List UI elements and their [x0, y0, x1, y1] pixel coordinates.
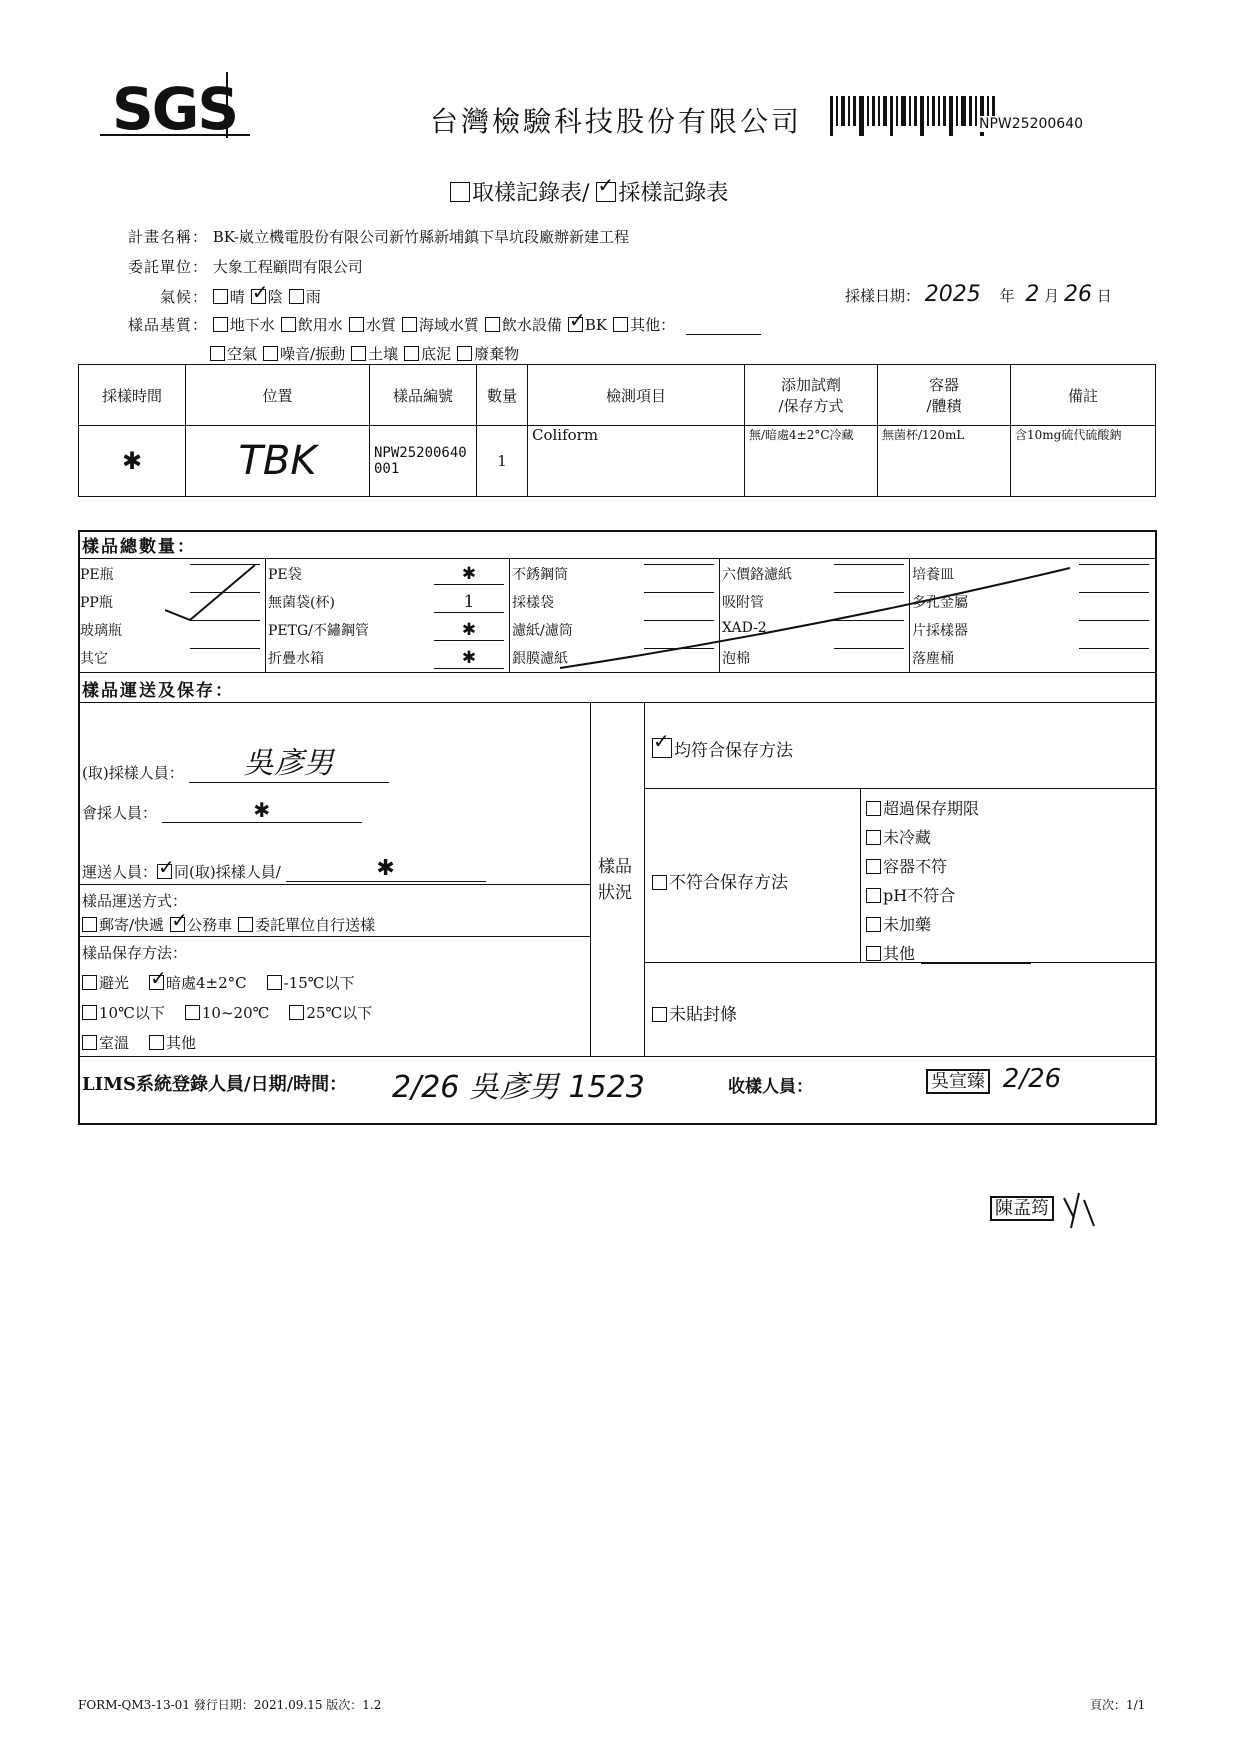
table-header-cell: 添加試劑 /保存方式 [745, 365, 878, 426]
matrix-label: 地下水 [229, 316, 275, 334]
total-divider [78, 558, 1157, 559]
method-label: 委託單位自行送樣 [255, 916, 376, 934]
barcode-bar [901, 96, 906, 126]
barcode-bar [890, 96, 893, 136]
nok-reason-option [866, 857, 947, 876]
courier-value: ✱ [286, 856, 486, 882]
nok-row [652, 868, 788, 893]
nok-reason-checkbox[interactable] [866, 859, 881, 874]
table-header-cell: 位置 [186, 365, 370, 426]
matrix-option [351, 345, 398, 363]
matrix-label: 空氣 [227, 345, 258, 363]
receiver-row [926, 1064, 1061, 1094]
total-item-value[interactable]: ✱ [434, 648, 504, 669]
logo-divider [226, 72, 228, 138]
co-sampler-value: ✱ [162, 798, 362, 823]
matrix-option [210, 345, 257, 363]
unsealed-label: 未貼封條 [669, 1005, 737, 1025]
weather-label: 晴 [229, 288, 245, 306]
storage-label: 避光 [99, 974, 130, 992]
nok-reason-label: pH不符合 [883, 886, 956, 905]
co-sampler-label: 會採人員： [82, 804, 158, 822]
matrix-checkbox[interactable] [263, 346, 278, 361]
storage-option [267, 974, 355, 992]
method-option [238, 916, 375, 934]
table-header-cell: 容器 /體積 [878, 365, 1011, 426]
total-title: 樣品總數量： [82, 537, 196, 557]
total-item-value[interactable] [190, 648, 260, 649]
nok-reason-row [866, 854, 953, 877]
receiver-label: 收樣人員： [728, 1077, 813, 1097]
sample-table [78, 364, 1156, 497]
matrix-other-blank [686, 334, 761, 335]
sample-table-row [79, 426, 1156, 497]
barcode-bar [949, 96, 953, 136]
sample-table-header [79, 365, 1156, 426]
matrix-label: 土壤 [368, 345, 399, 363]
total-item-value[interactable]: ✱ [434, 620, 504, 641]
cell-qty: 1 [477, 426, 528, 497]
weather-options [213, 288, 327, 306]
storage-label: 暗處4±2°C [166, 974, 247, 992]
method-checkbox[interactable] [238, 917, 253, 932]
barcode-bar [927, 96, 929, 126]
storage-label: 室溫 [99, 1034, 130, 1052]
client-row [110, 256, 363, 277]
sgs-logo: SGS [112, 75, 238, 143]
matrix-options-1 [213, 316, 681, 334]
receiver-stamp: 吳宣臻 [926, 1069, 990, 1094]
method-checkbox[interactable] [82, 917, 97, 932]
courier-same: 同(取)採樣人員/ [174, 863, 281, 881]
total-item-label: PETG/不鏽鋼管 [268, 623, 369, 639]
lims-divider [78, 1056, 1157, 1057]
barcode-bar [883, 96, 887, 126]
sampler-signature: 吳彥男 [189, 738, 389, 783]
total-item-label: PP瓶 [80, 595, 113, 611]
matrix-options-2 [210, 345, 525, 363]
table-header-cell: 採樣時間 [79, 365, 186, 426]
total-item-label: PE袋 [268, 567, 302, 583]
total-item [268, 564, 512, 584]
review-signature [1059, 1188, 1099, 1232]
matrix-label: 飲用水 [297, 316, 343, 334]
storage-options-1 [82, 972, 375, 993]
strike-line-left [165, 560, 275, 630]
total-item [80, 648, 268, 668]
sampler-label: (取)採樣人員： [82, 764, 184, 782]
matrix-option [402, 316, 479, 334]
barcode-bar [909, 96, 911, 126]
nok-reason-option [866, 915, 931, 934]
total-item-label: 落塵桶 [912, 651, 954, 667]
status-label: 樣品狀況 [598, 857, 632, 903]
matrix-label: 樣品基質： [127, 316, 208, 334]
matrix-label: 底泥 [421, 345, 452, 363]
total-item-label: 多孔金屬 [912, 595, 968, 611]
storage-option [185, 1004, 270, 1022]
weather-checkbox[interactable] [213, 289, 228, 304]
storage-label: 10~20℃ [201, 1004, 270, 1022]
courier-label: 運送人員： [82, 863, 158, 881]
barcode-bar [853, 96, 856, 126]
storage-option [149, 1034, 196, 1052]
strike-line [560, 560, 1080, 675]
left-row-2 [78, 936, 590, 937]
col-divider-2 [644, 702, 645, 1056]
matrix-option [485, 316, 562, 334]
method-checkbox[interactable] [170, 917, 185, 932]
total-item-value[interactable] [1079, 564, 1149, 565]
date-month-unit: 月 [1044, 287, 1060, 305]
storage-checkbox[interactable] [82, 975, 97, 990]
date-day: 26 [1063, 282, 1092, 307]
nok-other-blank[interactable] [921, 963, 1031, 964]
cell-note: 含10mg硫代硫酸鈉 [1011, 426, 1156, 497]
matrix-checkbox[interactable] [402, 317, 417, 332]
total-item-label: 不銹鋼筒 [512, 567, 568, 583]
date-label: 採樣日期： [845, 287, 921, 305]
barcode-bar [859, 96, 864, 136]
matrix-checkbox[interactable] [210, 346, 225, 361]
method-option [82, 916, 164, 934]
cell-location: TBK [186, 426, 370, 497]
total-item-label: 六價鉻濾紙 [722, 567, 792, 583]
storage-label: 其他 [166, 1034, 197, 1052]
method-options [82, 914, 381, 935]
nok-reason-checkbox[interactable] [866, 888, 881, 903]
left-row-1 [78, 884, 590, 885]
nok-reason-checkbox[interactable] [866, 801, 881, 816]
col-divider-3 [860, 788, 861, 962]
storage-option [82, 1034, 129, 1052]
storage-option [149, 974, 247, 992]
matrix-option [613, 316, 675, 334]
nok-checkbox[interactable] [652, 875, 667, 890]
barcode-bar [956, 96, 958, 126]
nok-reason-row [866, 912, 937, 935]
nok-reason-checkbox[interactable] [866, 830, 881, 845]
project-row [110, 226, 629, 247]
matrix-checkbox[interactable] [404, 346, 419, 361]
nok-reason-row [866, 825, 937, 848]
total-item-label: 片採樣器 [912, 623, 968, 639]
total-item-value[interactable] [1079, 620, 1149, 621]
total-item-label: 泡棉 [722, 651, 750, 667]
total-item-label: 吸附管 [722, 595, 764, 611]
storage-options-2 [82, 1002, 392, 1023]
barcode-bar [938, 96, 940, 126]
nok-reason-row [866, 796, 985, 819]
weather-option [251, 288, 283, 306]
table-header-cell: 樣品編號 [370, 365, 477, 426]
barcode-bar [969, 96, 972, 126]
barcode-bar [830, 96, 833, 136]
cell-time: ✱ [79, 426, 186, 497]
weather-option [213, 288, 245, 306]
option-b-checkbox[interactable] [596, 182, 616, 202]
matrix-label: 噪音/振動 [280, 345, 346, 363]
nok-reason-option [866, 828, 931, 847]
cell-item: Coliform [528, 426, 745, 497]
matrix-checkbox[interactable] [485, 317, 500, 332]
barcode-bar [896, 96, 898, 126]
nok-reason-label: 超過保存期限 [883, 799, 980, 818]
cell-sample-no: NPW25200640 001 [370, 426, 477, 497]
project-value: BK-崴立機電股份有限公司新竹縣新埔鎮下旱坑段廠辦新建工程 [212, 228, 629, 246]
storage-option [289, 1004, 372, 1022]
matrix-label: 其他： [630, 316, 676, 334]
ok-row [652, 736, 793, 761]
total-item-label: PE瓶 [80, 567, 114, 583]
client-value: 大象工程顧問有限公司 [212, 258, 363, 276]
total-item-value[interactable] [1079, 592, 1149, 593]
total-item [268, 592, 512, 612]
option-b-label: 採樣記錄表 [618, 181, 729, 206]
cell-container: 無菌杯/120mL [878, 426, 1011, 497]
nok-reason-row [866, 883, 961, 906]
total-item-label: 培養皿 [912, 567, 954, 583]
matrix-checkbox[interactable] [568, 317, 583, 332]
weather-label: 雨 [305, 288, 321, 306]
matrix-label: 海域水質 [418, 316, 479, 334]
matrix-checkbox[interactable] [613, 317, 628, 332]
date-day-unit: 日 [1096, 287, 1112, 305]
total-item-value[interactable]: 1 [434, 592, 504, 613]
storage-option [82, 974, 129, 992]
weather-checkbox[interactable] [289, 289, 304, 304]
total-item-label: 銀膜濾紙 [512, 651, 568, 667]
matrix-label: 飲水設備 [501, 316, 562, 334]
barcode-bar [836, 96, 838, 126]
transport-divider [78, 702, 1157, 703]
storage-options-3 [82, 1032, 216, 1053]
method-label: 公務車 [187, 916, 233, 934]
ok-checkbox[interactable] [652, 738, 672, 758]
matrix-label: BK [584, 316, 608, 334]
sampler-row [82, 738, 389, 783]
method-label: 樣品運送方式： [82, 892, 188, 910]
total-col-divider [509, 558, 510, 672]
nok-reason-label: 未加藥 [883, 915, 932, 934]
lims-value: 2/26 吳彥男 1523 [392, 1070, 645, 1105]
matrix-option [404, 345, 451, 363]
total-item-label: 無菌袋(杯) [268, 595, 335, 611]
storage-checkbox[interactable] [185, 1005, 200, 1020]
storage-checkbox[interactable] [289, 1005, 304, 1020]
unsealed-row [652, 1000, 737, 1025]
matrix-checkbox[interactable] [457, 346, 472, 361]
unsealed-checkbox[interactable] [652, 1007, 667, 1022]
date-month: 2 [1025, 282, 1040, 307]
barcode-bar [878, 96, 880, 126]
nok-reason-option [866, 944, 915, 963]
option-a-label: 取樣記錄表/ [472, 181, 590, 206]
courier-row [82, 856, 486, 882]
matrix-row-2 [210, 343, 525, 364]
barcode-bar [841, 96, 845, 126]
table-header-cell: 數量 [477, 365, 528, 426]
page-number: 頁次：1/1 [1090, 1698, 1146, 1712]
barcode-bar [932, 96, 935, 126]
storage-label: 10℃以下 [99, 1004, 165, 1022]
matrix-option [281, 316, 343, 334]
barcode-bar [848, 96, 850, 126]
nok-reason-option [866, 886, 955, 905]
total-item-label: 玻璃瓶 [80, 623, 122, 639]
lims-label: LIMS系統登錄人員/日期/時間： [82, 1074, 348, 1095]
matrix-checkbox[interactable] [349, 317, 364, 332]
storage-checkbox[interactable] [149, 975, 164, 990]
method-label: 郵寄/快遞 [99, 916, 165, 934]
weather-row [110, 286, 327, 307]
total-item-value[interactable]: ✱ [434, 564, 504, 585]
nok-reason-label: 其他 [883, 944, 916, 963]
ok-label: 均符合保存方法 [674, 741, 793, 761]
nok-reason-option [866, 799, 979, 818]
col-divider-1 [590, 702, 591, 1056]
matrix-row-1 [110, 314, 761, 335]
cell-reagent: 無/暗處4±2°C冷藏 [745, 426, 878, 497]
storage-label: 樣品保存方法： [82, 944, 188, 962]
nok-reason-checkbox[interactable] [866, 917, 881, 932]
nok-reason-row [866, 941, 1031, 964]
nok-reason-label: 容器不符 [883, 857, 948, 876]
review-stamp-row [990, 1188, 1099, 1232]
barcode-bar [920, 96, 924, 136]
storage-option [82, 1004, 165, 1022]
transport-title: 樣品運送及保存： [82, 681, 234, 701]
barcode-bar [961, 96, 966, 126]
date-year-unit: 年 [999, 287, 1015, 305]
storage-checkbox[interactable] [82, 1005, 97, 1020]
form-info: FORM-QM3-13-01 發行日期：2021.09.15 版次：1.2 [78, 1698, 382, 1712]
method-option [170, 916, 232, 934]
weather-checkbox[interactable] [251, 289, 266, 304]
total-item-label: 折疊水箱 [268, 651, 324, 667]
table-header-cell: 備註 [1011, 365, 1156, 426]
barcode-bar [943, 96, 946, 126]
barcode-bar [914, 96, 917, 126]
table-header-cell: 檢測項目 [528, 365, 745, 426]
matrix-checkbox[interactable] [213, 317, 228, 332]
barcode-bar [872, 96, 875, 126]
total-item-label: 其它 [80, 651, 108, 667]
weather-label: 陰 [267, 288, 283, 306]
total-item [268, 620, 512, 640]
nok-reason-label: 未冷藏 [883, 828, 932, 847]
storage-checkbox[interactable] [267, 975, 282, 990]
storage-label: -15℃以下 [283, 974, 355, 992]
nok-label: 不符合保存方法 [669, 873, 788, 893]
matrix-label: 廢棄物 [474, 345, 520, 363]
option-a-checkbox[interactable] [450, 182, 470, 202]
project-label: 計畫名稱： [127, 228, 208, 246]
client-label: 委託單位： [127, 258, 208, 276]
storage-checkbox[interactable] [82, 1035, 97, 1050]
receiver-date: 2/26 [1002, 1064, 1062, 1094]
total-item-value[interactable] [1079, 648, 1149, 649]
status-row-1 [644, 788, 1157, 789]
weather-label: 氣候： [159, 288, 208, 306]
courier-same-checkbox[interactable] [157, 864, 172, 879]
nok-reason-checkbox[interactable] [866, 946, 881, 961]
matrix-option [349, 316, 396, 334]
company-name: 台灣檢驗科技股份有限公司 [430, 105, 803, 138]
total-item [268, 648, 512, 668]
storage-label: 25℃以下 [306, 1004, 373, 1022]
matrix-checkbox[interactable] [351, 346, 366, 361]
matrix-option [457, 345, 519, 363]
matrix-label: 水質 [365, 316, 396, 334]
matrix-checkbox[interactable] [281, 317, 296, 332]
date-year: 2025 [924, 282, 981, 307]
barcode-bar [867, 96, 869, 126]
review-stamp: 陳孟筠 [990, 1196, 1054, 1221]
matrix-option [263, 345, 345, 363]
total-item-label: 採樣袋 [512, 595, 554, 611]
co-sampler-row [82, 798, 362, 823]
date-row [845, 282, 1112, 307]
matrix-option [213, 316, 275, 334]
total-item-label: XAD-2 [722, 620, 767, 636]
total-item-label: 濾紙/濾筒 [512, 623, 573, 639]
barcode-number: NPW25200640 [979, 116, 1084, 132]
weather-option [289, 288, 321, 306]
storage-checkbox[interactable] [149, 1035, 164, 1050]
form-title [450, 176, 728, 207]
matrix-option [568, 316, 607, 334]
